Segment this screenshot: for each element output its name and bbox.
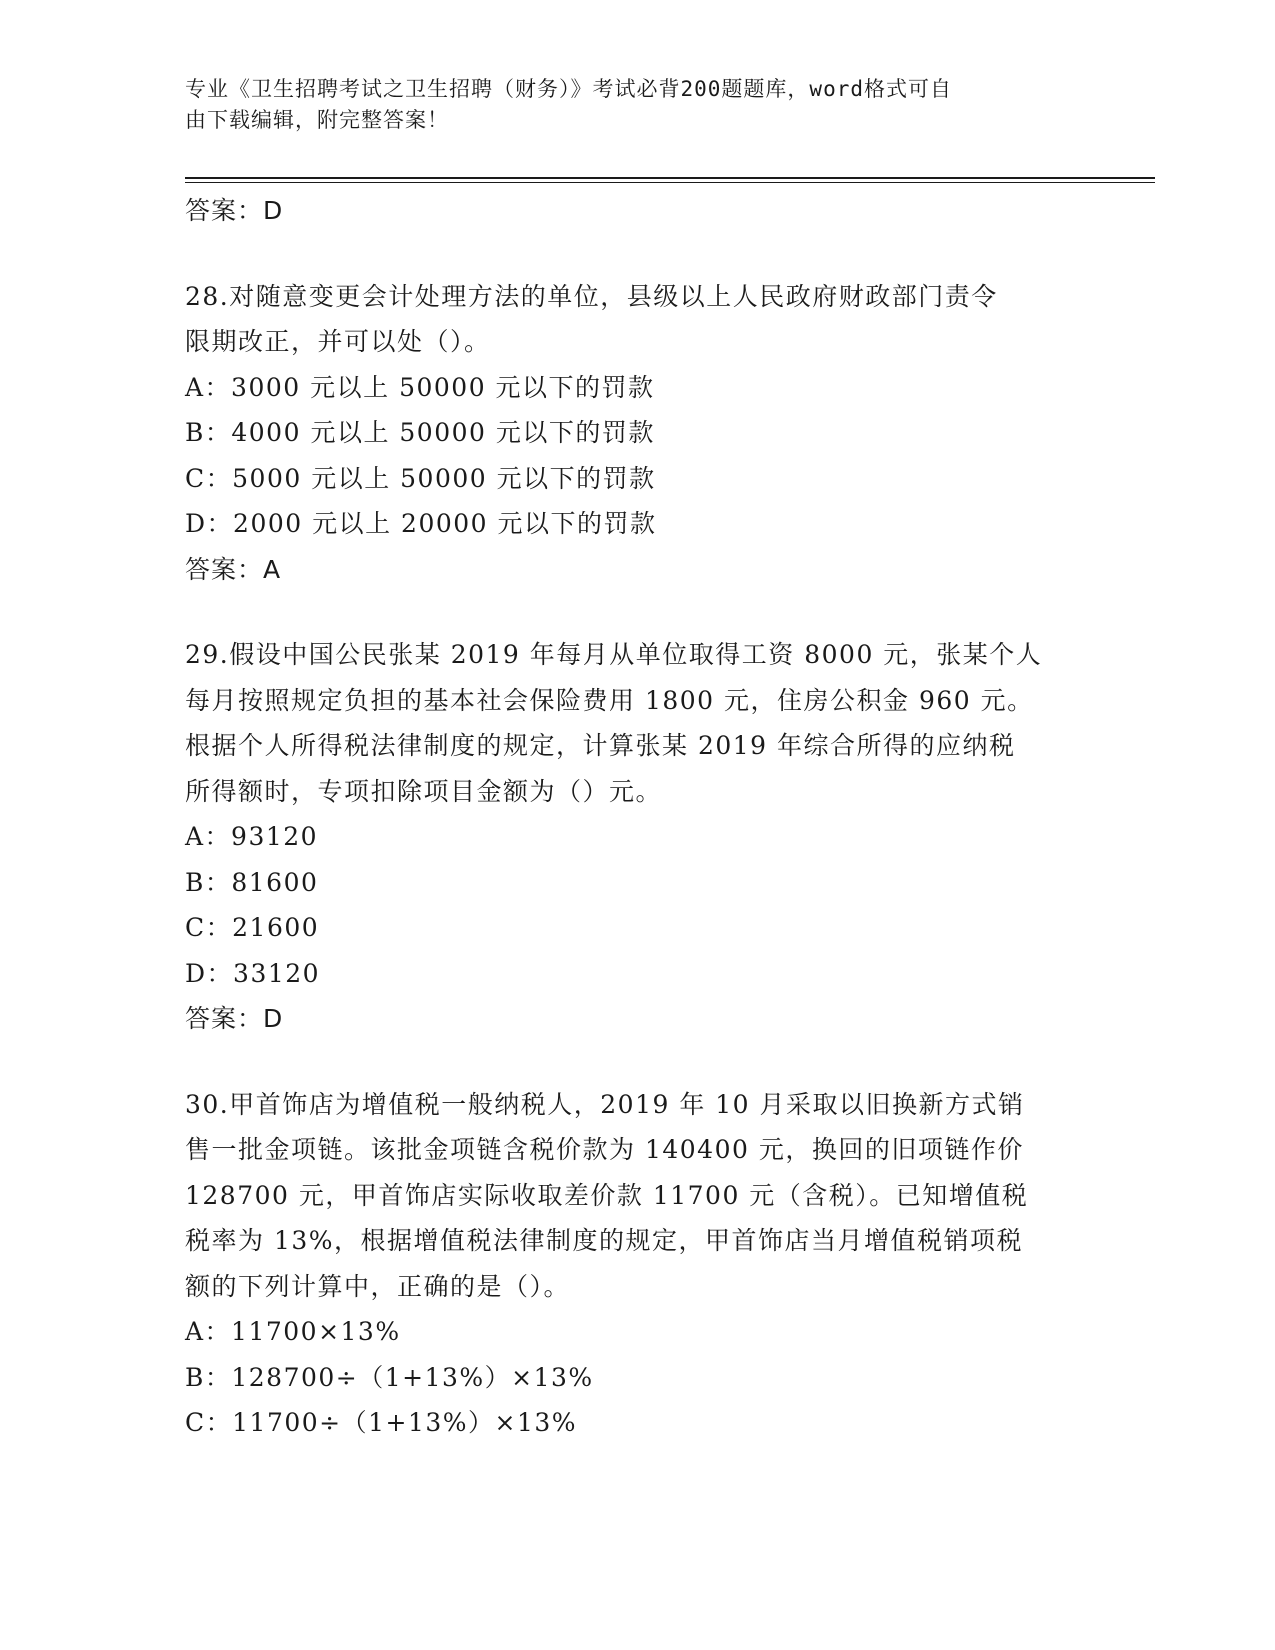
question-28 <box>185 274 1085 593</box>
header-line-2: 由下载编辑，附完整答案！ <box>185 108 449 132</box>
question-30 <box>185 1082 1085 1446</box>
header-line-1: 专业《卫生招聘考试之卫生招聘（财务）》考试必背200题题库，word格式可自 <box>185 77 952 101</box>
question-text-line: 28.对随意变更会计处理方法的单位，县级以上人民政府财政部门责令 <box>185 281 998 311</box>
question-text-line: 税率为 13%，根据增值税法律制度的规定，甲首饰店当月增值税销项税 <box>185 1226 1024 1255</box>
option-b: B：4000 元以上 50000 元以下的罚款 <box>185 418 655 447</box>
option-c: C：11700÷（1+13%）×13% <box>185 1408 578 1437</box>
option-a: A：93120 <box>185 822 319 851</box>
option-c: C：5000 元以上 50000 元以下的罚款 <box>185 463 656 493</box>
option-c: C：21600 <box>185 913 320 942</box>
question-text-line: 所得额时，专项扣除项目金额为（）元。 <box>185 776 663 806</box>
previous-answer: 答案：D <box>185 196 284 225</box>
question-text-line: 限期改正，并可以处（）。 <box>185 327 491 356</box>
question-text-line: 30.甲首饰店为增值税一般纳税人，2019 年 10 月采取以旧换新方式销 <box>185 1089 1025 1119</box>
question-text-line: 额的下列计算中，正确的是（）。 <box>185 1271 571 1301</box>
question-text-line: 售一批金项链。该批金项链含税价款为 140400 元，换回的旧项链作价 <box>185 1135 1024 1164</box>
page-header <box>185 74 1065 136</box>
option-b: B：81600 <box>185 867 319 897</box>
option-a: A：3000 元以上 50000 元以下的罚款 <box>185 372 655 402</box>
option-d: D：2000 元以上 20000 元以下的罚款 <box>185 509 657 538</box>
answer-28: 答案：A <box>185 554 282 584</box>
question-content <box>185 188 1085 1446</box>
question-text-line: 128700 元，甲首饰店实际收取差价款 11700 元（含税）。已知增值税 <box>185 1180 1029 1210</box>
option-d: D：33120 <box>185 958 321 988</box>
answer-29: 答案：D <box>185 1004 284 1033</box>
question-text-line: 每月按照规定负担的基本社会保险费用 1800 元，住房公积金 960 元。 <box>185 685 1034 715</box>
option-b: B：128700÷（1+13%）×13% <box>185 1362 594 1392</box>
header-divider-thin <box>185 182 1155 183</box>
question-29 <box>185 632 1085 1042</box>
option-a: A：11700×13% <box>185 1317 401 1346</box>
header-divider-thick <box>185 177 1155 179</box>
question-text-line: 根据个人所得税法律制度的规定，计算张某 2019 年综合所得的应纳税 <box>185 731 1016 760</box>
question-text-line: 29.假设中国公民张某 2019 年每月从单位取得工资 8000 元，张某个人 <box>185 640 1043 669</box>
